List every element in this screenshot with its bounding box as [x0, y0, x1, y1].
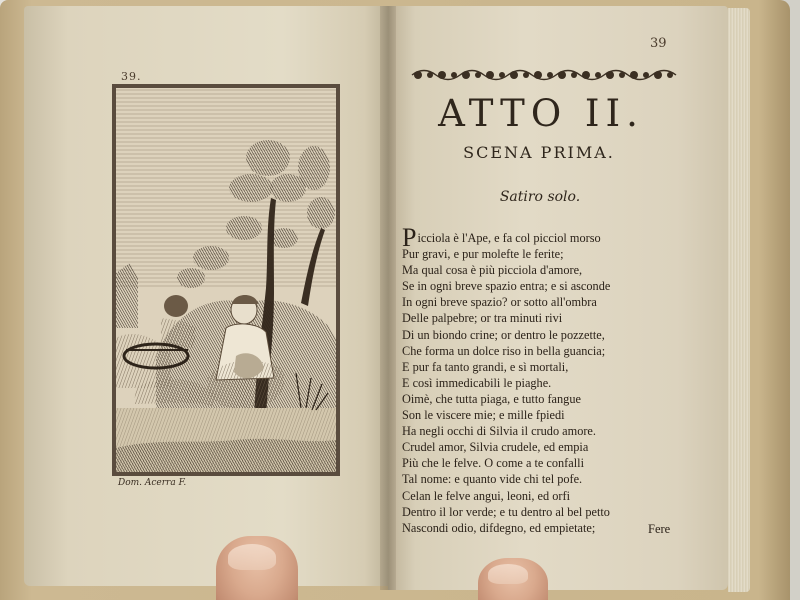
verse-line: Celan le felve angui, leoni, ed orfi [402, 488, 570, 503]
page-edges [728, 8, 750, 592]
left-thumbnail [228, 544, 276, 570]
verse-line: Delle palpebre; or tra minuti rivi [402, 311, 563, 326]
verse-line: Che forma un dolce riso in bella guancia; [402, 343, 606, 358]
verse-line: Picciola è l'Ape, e fa col picciol morso [402, 223, 601, 252]
verse-line: Oimè, che tutta piaga, e tutto fangue [402, 391, 581, 406]
drop-cap: P [402, 223, 417, 252]
engraving-illustration [116, 88, 336, 472]
verse-line: Nascondi odio, difdegno, ed empietate; [402, 520, 596, 535]
verse-list [402, 223, 702, 536]
scene-title: SCENA PRIMA. [463, 143, 615, 162]
catchword: Fere [648, 522, 671, 536]
engraver-credit: Dom. Acerra F. [118, 478, 187, 488]
verse-line: Più che le felve. O come a te confalli [402, 456, 584, 471]
book-gutter [380, 6, 396, 590]
verse-line: In ogni breve spazio? or sotto all'ombra [402, 295, 597, 310]
verse-line: Tal nome: e quanto vide chi tel pofe. [402, 472, 583, 487]
page-number: 39 [650, 36, 667, 51]
verse-line: Dentro il lor verde; e tu dentro al bel petto [402, 504, 610, 519]
verse-line: Pur gravi, e pur molefte le ferite; [402, 247, 564, 262]
plate-number: 39. [121, 70, 142, 83]
verse-line: Ha negli occhi di Silvia il crudo amore. [402, 424, 596, 439]
right-thumbnail [488, 564, 528, 584]
verse-line: Crudel amor, Silvia crudele, ed empia [402, 440, 589, 455]
verse-line: Ma qual cosa è più picciola d'amore, [402, 263, 583, 278]
verse-line: Di un biondo crine; or dentro le pozzette, [402, 327, 605, 342]
verse-line: E pur fa tanto grandi, e sì mortali, [402, 359, 569, 374]
verse-line: Se in ogni breve spazio entra; e si asconde [402, 279, 611, 294]
act-title: ATTO II. [438, 92, 644, 135]
speaker-heading: Satiro solo. [499, 189, 581, 205]
engraving-image [116, 88, 336, 472]
engraving-plate [112, 84, 340, 476]
verse-line: Son le viscere mie; e mille fpiedi [402, 408, 565, 423]
verse-line: E così immedicabili le piaghe. [402, 375, 552, 390]
fleuron-ornament-icon [410, 66, 682, 84]
